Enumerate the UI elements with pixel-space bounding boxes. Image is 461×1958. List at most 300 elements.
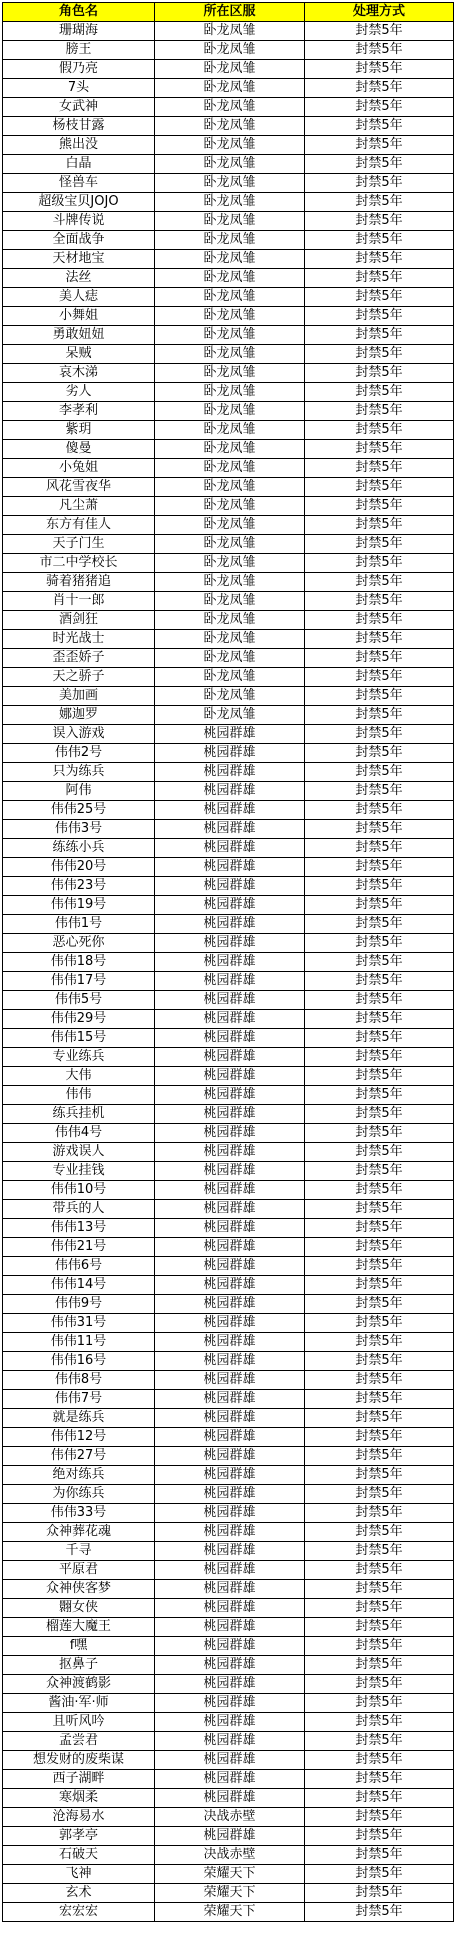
cell-character-name[interactable]: 伟伟5号	[3, 991, 155, 1010]
cell-server[interactable]: 桃园群雄	[155, 1637, 305, 1656]
cell-server[interactable]: 桃园群雄	[155, 1561, 305, 1580]
cell-character-name[interactable]: 天子门生	[3, 535, 155, 554]
cell-action[interactable]: 封禁5年	[305, 1694, 454, 1713]
cell-action[interactable]: 封禁5年	[305, 706, 454, 725]
cell-character-name[interactable]: 伟伟9号	[3, 1295, 155, 1314]
cell-server[interactable]: 桃园群雄	[155, 1523, 305, 1542]
cell-character-name[interactable]: 抠鼻子	[3, 1656, 155, 1675]
column-header-name[interactable]: 角色名	[3, 3, 155, 22]
cell-action[interactable]: 封禁5年	[305, 573, 454, 592]
cell-character-name[interactable]: 恶心死你	[3, 934, 155, 953]
cell-action[interactable]: 封禁5年	[305, 288, 454, 307]
cell-server[interactable]: 桃园群雄	[155, 820, 305, 839]
cell-character-name[interactable]: 风花雪夜华	[3, 478, 155, 497]
cell-server[interactable]: 卧龙凤雏	[155, 440, 305, 459]
cell-character-name[interactable]: 伟伟25号	[3, 801, 155, 820]
cell-action[interactable]: 封禁5年	[305, 934, 454, 953]
cell-character-name[interactable]: 众神渡鹤影	[3, 1675, 155, 1694]
cell-character-name[interactable]: 呆贼	[3, 345, 155, 364]
cell-server[interactable]: 桃园群雄	[155, 915, 305, 934]
cell-character-name[interactable]: 伟伟14号	[3, 1276, 155, 1295]
cell-server[interactable]: 桃园群雄	[155, 1124, 305, 1143]
cell-action[interactable]: 封禁5年	[305, 193, 454, 212]
cell-character-name[interactable]: 为你练兵	[3, 1485, 155, 1504]
cell-server[interactable]: 卧龙凤雏	[155, 136, 305, 155]
cell-server[interactable]: 桃园群雄	[155, 1827, 305, 1846]
cell-action[interactable]: 封禁5年	[305, 440, 454, 459]
cell-character-name[interactable]: 全面战争	[3, 231, 155, 250]
cell-server[interactable]: 卧龙凤雏	[155, 79, 305, 98]
cell-server[interactable]: 桃园群雄	[155, 1770, 305, 1789]
cell-server[interactable]: 桃园群雄	[155, 801, 305, 820]
cell-character-name[interactable]: 紫玥	[3, 421, 155, 440]
cell-action[interactable]: 封禁5年	[305, 155, 454, 174]
cell-server[interactable]: 荣耀天下	[155, 1903, 305, 1922]
cell-action[interactable]: 封禁5年	[305, 1846, 454, 1865]
cell-character-name[interactable]: 女武神	[3, 98, 155, 117]
cell-action[interactable]: 封禁5年	[305, 1637, 454, 1656]
cell-character-name[interactable]: 娜迦罗	[3, 706, 155, 725]
cell-server[interactable]: 卧龙凤雏	[155, 22, 305, 41]
cell-character-name[interactable]: 伟伟19号	[3, 896, 155, 915]
cell-character-name[interactable]: 平原君	[3, 1561, 155, 1580]
cell-character-name[interactable]: 石破天	[3, 1846, 155, 1865]
cell-action[interactable]: 封禁5年	[305, 1713, 454, 1732]
cell-action[interactable]: 封禁5年	[305, 725, 454, 744]
cell-character-name[interactable]: 练练小兵	[3, 839, 155, 858]
cell-character-name[interactable]: 专业练兵	[3, 1048, 155, 1067]
cell-character-name[interactable]: 宏宏宏	[3, 1903, 155, 1922]
cell-action[interactable]: 封禁5年	[305, 1238, 454, 1257]
cell-character-name[interactable]: 伟伟20号	[3, 858, 155, 877]
cell-character-name[interactable]: 美人痣	[3, 288, 155, 307]
cell-character-name[interactable]: 误入游戏	[3, 725, 155, 744]
cell-character-name[interactable]: 伟伟	[3, 1086, 155, 1105]
cell-character-name[interactable]: 伟伟6号	[3, 1257, 155, 1276]
cell-character-name[interactable]: 酱油·军·师	[3, 1694, 155, 1713]
cell-server[interactable]: 卧龙凤雏	[155, 250, 305, 269]
cell-character-name[interactable]: 7头	[3, 79, 155, 98]
cell-character-name[interactable]: 伟伟7号	[3, 1390, 155, 1409]
cell-server[interactable]: 桃园群雄	[155, 1048, 305, 1067]
cell-server[interactable]: 卧龙凤雏	[155, 554, 305, 573]
cell-server[interactable]: 桃园群雄	[155, 782, 305, 801]
cell-character-name[interactable]: 伟伟4号	[3, 1124, 155, 1143]
cell-action[interactable]: 封禁5年	[305, 877, 454, 896]
cell-character-name[interactable]: 肖十一郎	[3, 592, 155, 611]
cell-action[interactable]: 封禁5年	[305, 1029, 454, 1048]
cell-action[interactable]: 封禁5年	[305, 1732, 454, 1751]
column-header-server[interactable]: 所在区服	[155, 3, 305, 22]
cell-character-name[interactable]: 哀木涕	[3, 364, 155, 383]
cell-character-name[interactable]: 伟伟8号	[3, 1371, 155, 1390]
cell-character-name[interactable]: 伟伟13号	[3, 1219, 155, 1238]
cell-action[interactable]: 封禁5年	[305, 1884, 454, 1903]
cell-server[interactable]: 桃园群雄	[155, 1428, 305, 1447]
cell-server[interactable]: 卧龙凤雏	[155, 630, 305, 649]
cell-server[interactable]: 桃园群雄	[155, 1694, 305, 1713]
cell-character-name[interactable]: 伟伟29号	[3, 1010, 155, 1029]
cell-action[interactable]: 封禁5年	[305, 782, 454, 801]
cell-server[interactable]: 桃园群雄	[155, 725, 305, 744]
cell-character-name[interactable]: 小舞姐	[3, 307, 155, 326]
cell-character-name[interactable]: 伟伟17号	[3, 972, 155, 991]
cell-server[interactable]: 桃园群雄	[155, 1276, 305, 1295]
cell-action[interactable]: 封禁5年	[305, 231, 454, 250]
cell-server[interactable]: 桃园群雄	[155, 1067, 305, 1086]
cell-server[interactable]: 卧龙凤雏	[155, 345, 305, 364]
cell-character-name[interactable]: 众神侠客梦	[3, 1580, 155, 1599]
cell-server[interactable]: 桃园群雄	[155, 1732, 305, 1751]
cell-character-name[interactable]: 沧海易水	[3, 1808, 155, 1827]
cell-action[interactable]: 封禁5年	[305, 1200, 454, 1219]
cell-server[interactable]: 桃园群雄	[155, 1143, 305, 1162]
cell-character-name[interactable]: 斗牌传说	[3, 212, 155, 231]
cell-character-name[interactable]: 绝对练兵	[3, 1466, 155, 1485]
cell-character-name[interactable]: 大伟	[3, 1067, 155, 1086]
cell-character-name[interactable]: 勇敢妞妞	[3, 326, 155, 345]
cell-server[interactable]: 桃园群雄	[155, 858, 305, 877]
cell-character-name[interactable]: 伟伟31号	[3, 1314, 155, 1333]
cell-action[interactable]: 封禁5年	[305, 364, 454, 383]
cell-server[interactable]: 桃园群雄	[155, 1200, 305, 1219]
cell-server[interactable]: 桃园群雄	[155, 1751, 305, 1770]
cell-server[interactable]: 桃园群雄	[155, 877, 305, 896]
cell-action[interactable]: 封禁5年	[305, 1542, 454, 1561]
cell-character-name[interactable]: 劣人	[3, 383, 155, 402]
cell-action[interactable]: 封禁5年	[305, 326, 454, 345]
cell-server[interactable]: 桃园群雄	[155, 1162, 305, 1181]
cell-character-name[interactable]: f嘿	[3, 1637, 155, 1656]
cell-server[interactable]: 卧龙凤雏	[155, 307, 305, 326]
cell-character-name[interactable]: 天之骄子	[3, 668, 155, 687]
cell-server[interactable]: 卧龙凤雏	[155, 269, 305, 288]
cell-action[interactable]: 封禁5年	[305, 535, 454, 554]
cell-action[interactable]: 封禁5年	[305, 744, 454, 763]
cell-server[interactable]: 桃园群雄	[155, 1713, 305, 1732]
cell-character-name[interactable]: 且听风吟	[3, 1713, 155, 1732]
cell-character-name[interactable]: 飞神	[3, 1865, 155, 1884]
cell-action[interactable]: 封禁5年	[305, 1485, 454, 1504]
cell-server[interactable]: 卧龙凤雏	[155, 497, 305, 516]
cell-character-name[interactable]: 伟伟1号	[3, 915, 155, 934]
cell-server[interactable]: 桃园群雄	[155, 1542, 305, 1561]
cell-action[interactable]: 封禁5年	[305, 1333, 454, 1352]
cell-action[interactable]: 封禁5年	[305, 516, 454, 535]
cell-server[interactable]: 桃园群雄	[155, 1675, 305, 1694]
cell-character-name[interactable]: 就是练兵	[3, 1409, 155, 1428]
cell-server[interactable]: 卧龙凤雏	[155, 41, 305, 60]
cell-character-name[interactable]: 榴莲大魔王	[3, 1618, 155, 1637]
cell-server[interactable]: 桃园群雄	[155, 1257, 305, 1276]
cell-action[interactable]: 封禁5年	[305, 174, 454, 193]
cell-action[interactable]: 封禁5年	[305, 1447, 454, 1466]
cell-server[interactable]: 桃园群雄	[155, 896, 305, 915]
cell-server[interactable]: 桃园群雄	[155, 1371, 305, 1390]
cell-character-name[interactable]: 伟伟33号	[3, 1504, 155, 1523]
cell-server[interactable]: 桃园群雄	[155, 1789, 305, 1808]
cell-server[interactable]: 桃园群雄	[155, 1029, 305, 1048]
cell-action[interactable]: 封禁5年	[305, 972, 454, 991]
cell-character-name[interactable]: 时光战士	[3, 630, 155, 649]
cell-action[interactable]: 封禁5年	[305, 915, 454, 934]
cell-server[interactable]: 荣耀天下	[155, 1884, 305, 1903]
cell-server[interactable]: 卧龙凤雏	[155, 98, 305, 117]
cell-action[interactable]: 封禁5年	[305, 991, 454, 1010]
cell-server[interactable]: 卧龙凤雏	[155, 687, 305, 706]
cell-server[interactable]: 卧龙凤雏	[155, 231, 305, 250]
cell-server[interactable]: 桃园群雄	[155, 1010, 305, 1029]
cell-action[interactable]: 封禁5年	[305, 1124, 454, 1143]
cell-action[interactable]: 封禁5年	[305, 136, 454, 155]
cell-action[interactable]: 封禁5年	[305, 1466, 454, 1485]
cell-character-name[interactable]: 假乃亮	[3, 60, 155, 79]
cell-server[interactable]: 卧龙凤雏	[155, 421, 305, 440]
cell-action[interactable]: 封禁5年	[305, 668, 454, 687]
cell-action[interactable]: 封禁5年	[305, 212, 454, 231]
cell-server[interactable]: 桃园群雄	[155, 839, 305, 858]
cell-character-name[interactable]: 伟伟10号	[3, 1181, 155, 1200]
cell-server[interactable]: 桃园群雄	[155, 1314, 305, 1333]
cell-action[interactable]: 封禁5年	[305, 801, 454, 820]
cell-server[interactable]: 桃园群雄	[155, 1390, 305, 1409]
cell-character-name[interactable]: 伟伟12号	[3, 1428, 155, 1447]
cell-server[interactable]: 桃园群雄	[155, 934, 305, 953]
cell-action[interactable]: 封禁5年	[305, 1675, 454, 1694]
cell-action[interactable]: 封禁5年	[305, 250, 454, 269]
cell-server[interactable]: 卧龙凤雏	[155, 668, 305, 687]
cell-server[interactable]: 卧龙凤雏	[155, 611, 305, 630]
cell-character-name[interactable]: 伟伟27号	[3, 1447, 155, 1466]
cell-action[interactable]: 封禁5年	[305, 630, 454, 649]
cell-action[interactable]: 封禁5年	[305, 22, 454, 41]
cell-action[interactable]: 封禁5年	[305, 1352, 454, 1371]
cell-server[interactable]: 卧龙凤雏	[155, 174, 305, 193]
cell-character-name[interactable]: 千寻	[3, 1542, 155, 1561]
cell-action[interactable]: 封禁5年	[305, 1618, 454, 1637]
cell-action[interactable]: 封禁5年	[305, 611, 454, 630]
cell-server[interactable]: 桃园群雄	[155, 991, 305, 1010]
cell-action[interactable]: 封禁5年	[305, 1048, 454, 1067]
cell-server[interactable]: 决战赤壁	[155, 1846, 305, 1865]
cell-action[interactable]: 封禁5年	[305, 1523, 454, 1542]
cell-action[interactable]: 封禁5年	[305, 1656, 454, 1675]
cell-server[interactable]: 桃园群雄	[155, 1238, 305, 1257]
cell-action[interactable]: 封禁5年	[305, 896, 454, 915]
cell-server[interactable]: 卧龙凤雏	[155, 212, 305, 231]
cell-server[interactable]: 荣耀天下	[155, 1865, 305, 1884]
cell-server[interactable]: 桃园群雄	[155, 1504, 305, 1523]
cell-character-name[interactable]: 市二中学校长	[3, 554, 155, 573]
cell-server[interactable]: 卧龙凤雏	[155, 478, 305, 497]
cell-server[interactable]: 桃园群雄	[155, 1447, 305, 1466]
cell-action[interactable]: 封禁5年	[305, 554, 454, 573]
cell-action[interactable]: 封禁5年	[305, 1751, 454, 1770]
cell-server[interactable]: 卧龙凤雏	[155, 193, 305, 212]
cell-action[interactable]: 封禁5年	[305, 269, 454, 288]
cell-server[interactable]: 桃园群雄	[155, 972, 305, 991]
cell-action[interactable]: 封禁5年	[305, 1504, 454, 1523]
cell-character-name[interactable]: 伟伟2号	[3, 744, 155, 763]
cell-action[interactable]: 封禁5年	[305, 1599, 454, 1618]
cell-character-name[interactable]: 伟伟18号	[3, 953, 155, 972]
cell-action[interactable]: 封禁5年	[305, 687, 454, 706]
cell-action[interactable]: 封禁5年	[305, 345, 454, 364]
cell-server[interactable]: 桃园群雄	[155, 1333, 305, 1352]
cell-character-name[interactable]: 西子湖畔	[3, 1770, 155, 1789]
cell-server[interactable]: 卧龙凤雏	[155, 383, 305, 402]
cell-character-name[interactable]: 伟伟15号	[3, 1029, 155, 1048]
cell-action[interactable]: 封禁5年	[305, 858, 454, 877]
cell-server[interactable]: 桃园群雄	[155, 1352, 305, 1371]
cell-server[interactable]: 卧龙凤雏	[155, 60, 305, 79]
cell-action[interactable]: 封禁5年	[305, 98, 454, 117]
cell-action[interactable]: 封禁5年	[305, 1808, 454, 1827]
cell-action[interactable]: 封禁5年	[305, 1067, 454, 1086]
cell-character-name[interactable]: 众神葬花魂	[3, 1523, 155, 1542]
cell-character-name[interactable]: 只为练兵	[3, 763, 155, 782]
cell-action[interactable]: 封禁5年	[305, 1580, 454, 1599]
cell-character-name[interactable]: 小兔姐	[3, 459, 155, 478]
cell-character-name[interactable]: 天材地宝	[3, 250, 155, 269]
cell-character-name[interactable]: 骑着猪猪追	[3, 573, 155, 592]
cell-server[interactable]: 桃园群雄	[155, 1580, 305, 1599]
cell-action[interactable]: 封禁5年	[305, 1010, 454, 1029]
cell-character-name[interactable]: 超级宝贝JOJO	[3, 193, 155, 212]
cell-action[interactable]: 封禁5年	[305, 41, 454, 60]
cell-character-name[interactable]: 歪歪娇子	[3, 649, 155, 668]
cell-action[interactable]: 封禁5年	[305, 1086, 454, 1105]
cell-character-name[interactable]: 练兵挂机	[3, 1105, 155, 1124]
cell-server[interactable]: 桃园群雄	[155, 1485, 305, 1504]
cell-server[interactable]: 桃园群雄	[155, 1086, 305, 1105]
cell-server[interactable]: 桃园群雄	[155, 763, 305, 782]
cell-character-name[interactable]: 郭孝亭	[3, 1827, 155, 1846]
cell-character-name[interactable]: 傻曼	[3, 440, 155, 459]
cell-action[interactable]: 封禁5年	[305, 1371, 454, 1390]
cell-action[interactable]: 封禁5年	[305, 60, 454, 79]
cell-action[interactable]: 封禁5年	[305, 953, 454, 972]
cell-action[interactable]: 封禁5年	[305, 1789, 454, 1808]
cell-character-name[interactable]: 东方有佳人	[3, 516, 155, 535]
cell-server[interactable]: 卧龙凤雏	[155, 326, 305, 345]
cell-action[interactable]: 封禁5年	[305, 1409, 454, 1428]
cell-character-name[interactable]: 伟伟16号	[3, 1352, 155, 1371]
cell-server[interactable]: 桃园群雄	[155, 1295, 305, 1314]
cell-character-name[interactable]: 专业挂钱	[3, 1162, 155, 1181]
cell-character-name[interactable]: 凡尘萧	[3, 497, 155, 516]
cell-action[interactable]: 封禁5年	[305, 1181, 454, 1200]
cell-character-name[interactable]: 想发财的废柴谋	[3, 1751, 155, 1770]
cell-character-name[interactable]: 阿伟	[3, 782, 155, 801]
cell-action[interactable]: 封禁5年	[305, 478, 454, 497]
cell-server[interactable]: 卧龙凤雏	[155, 535, 305, 554]
cell-character-name[interactable]: 伟伟3号	[3, 820, 155, 839]
cell-character-name[interactable]: 翾女侠	[3, 1599, 155, 1618]
cell-action[interactable]: 封禁5年	[305, 1390, 454, 1409]
cell-server[interactable]: 桃园群雄	[155, 1105, 305, 1124]
cell-action[interactable]: 封禁5年	[305, 1143, 454, 1162]
cell-action[interactable]: 封禁5年	[305, 820, 454, 839]
cell-action[interactable]: 封禁5年	[305, 307, 454, 326]
cell-server[interactable]: 桃园群雄	[155, 953, 305, 972]
cell-server[interactable]: 桃园群雄	[155, 1466, 305, 1485]
cell-action[interactable]: 封禁5年	[305, 1162, 454, 1181]
cell-character-name[interactable]: 伟伟11号	[3, 1333, 155, 1352]
cell-action[interactable]: 封禁5年	[305, 1295, 454, 1314]
cell-action[interactable]: 封禁5年	[305, 1865, 454, 1884]
cell-action[interactable]: 封禁5年	[305, 459, 454, 478]
cell-character-name[interactable]: 伟伟21号	[3, 1238, 155, 1257]
cell-server[interactable]: 决战赤壁	[155, 1808, 305, 1827]
cell-character-name[interactable]: 李孝利	[3, 402, 155, 421]
cell-server[interactable]: 桃园群雄	[155, 1656, 305, 1675]
cell-action[interactable]: 封禁5年	[305, 497, 454, 516]
cell-action[interactable]: 封禁5年	[305, 79, 454, 98]
cell-action[interactable]: 封禁5年	[305, 383, 454, 402]
column-header-action[interactable]: 处理方式	[305, 3, 454, 22]
cell-character-name[interactable]: 膀王	[3, 41, 155, 60]
cell-server[interactable]: 卧龙凤雏	[155, 573, 305, 592]
cell-server[interactable]: 卧龙凤雏	[155, 592, 305, 611]
cell-character-name[interactable]: 怪兽车	[3, 174, 155, 193]
cell-character-name[interactable]: 游戏误人	[3, 1143, 155, 1162]
cell-action[interactable]: 封禁5年	[305, 839, 454, 858]
cell-action[interactable]: 封禁5年	[305, 421, 454, 440]
cell-action[interactable]: 封禁5年	[305, 1903, 454, 1922]
cell-action[interactable]: 封禁5年	[305, 649, 454, 668]
cell-character-name[interactable]: 珊瑚海	[3, 22, 155, 41]
cell-server[interactable]: 桃园群雄	[155, 1181, 305, 1200]
cell-action[interactable]: 封禁5年	[305, 1105, 454, 1124]
cell-action[interactable]: 封禁5年	[305, 1561, 454, 1580]
cell-server[interactable]: 桃园群雄	[155, 744, 305, 763]
cell-action[interactable]: 封禁5年	[305, 1770, 454, 1789]
cell-action[interactable]: 封禁5年	[305, 1219, 454, 1238]
cell-server[interactable]: 桃园群雄	[155, 1219, 305, 1238]
cell-character-name[interactable]: 带兵的人	[3, 1200, 155, 1219]
cell-server[interactable]: 卧龙凤雏	[155, 402, 305, 421]
cell-character-name[interactable]: 美加画	[3, 687, 155, 706]
cell-action[interactable]: 封禁5年	[305, 763, 454, 782]
cell-server[interactable]: 卧龙凤雏	[155, 364, 305, 383]
cell-action[interactable]: 封禁5年	[305, 592, 454, 611]
cell-action[interactable]: 封禁5年	[305, 1276, 454, 1295]
cell-character-name[interactable]: 玄术	[3, 1884, 155, 1903]
cell-action[interactable]: 封禁5年	[305, 1827, 454, 1846]
cell-character-name[interactable]: 杨枝甘露	[3, 117, 155, 136]
cell-server[interactable]: 卧龙凤雏	[155, 706, 305, 725]
cell-server[interactable]: 桃园群雄	[155, 1409, 305, 1428]
cell-action[interactable]: 封禁5年	[305, 117, 454, 136]
cell-server[interactable]: 卧龙凤雏	[155, 117, 305, 136]
cell-server[interactable]: 卧龙凤雏	[155, 459, 305, 478]
cell-character-name[interactable]: 孟尝君	[3, 1732, 155, 1751]
cell-server[interactable]: 桃园群雄	[155, 1599, 305, 1618]
cell-server[interactable]: 桃园群雄	[155, 1618, 305, 1637]
cell-character-name[interactable]: 伟伟23号	[3, 877, 155, 896]
cell-character-name[interactable]: 熊出没	[3, 136, 155, 155]
cell-action[interactable]: 封禁5年	[305, 1428, 454, 1447]
cell-character-name[interactable]: 白晶	[3, 155, 155, 174]
cell-action[interactable]: 封禁5年	[305, 1257, 454, 1276]
cell-character-name[interactable]: 酒剑狂	[3, 611, 155, 630]
cell-action[interactable]: 封禁5年	[305, 402, 454, 421]
cell-server[interactable]: 卧龙凤雏	[155, 155, 305, 174]
cell-server[interactable]: 卧龙凤雏	[155, 649, 305, 668]
cell-character-name[interactable]: 法丝	[3, 269, 155, 288]
cell-server[interactable]: 卧龙凤雏	[155, 288, 305, 307]
